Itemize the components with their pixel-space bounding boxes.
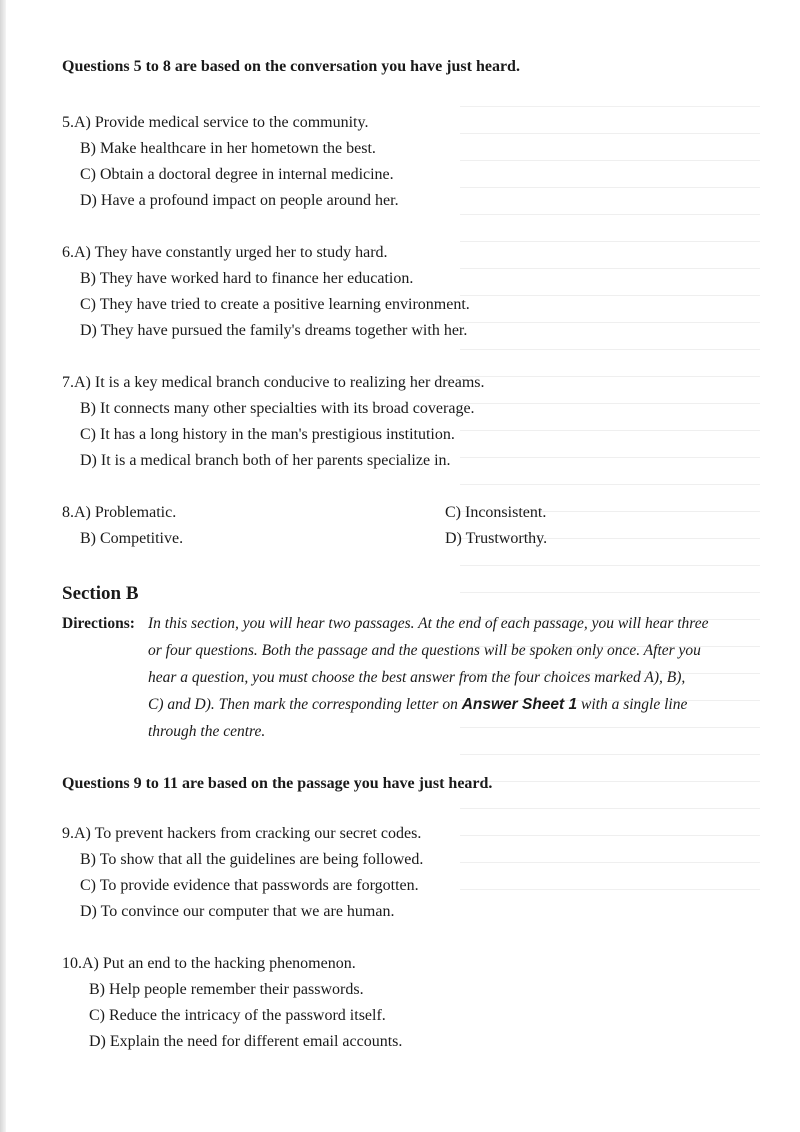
option-d: D) To convince our computer that we are human. (80, 903, 395, 920)
option-c: C) It has a long history in the man's prestigious institution. (80, 426, 455, 443)
page-binding-edge (0, 0, 6, 1132)
option-b: B) It connects many other specialties with its broad coverage. (80, 400, 475, 417)
option-a: A) Problematic. (74, 504, 177, 521)
option-c: C) Reduce the intricacy of the password itself. (89, 1007, 386, 1024)
question-number: 8. (62, 504, 74, 521)
questions-9-11-header: Questions 9 to 11 are based on the passage you have just heard. (62, 775, 493, 792)
option-d: D) Have a profound impact on people around her. (80, 192, 399, 209)
option-a: A) It is a key medical branch conducive to realizing her dreams. (74, 374, 485, 391)
option-d: D) It is a medical branch both of her parents specialize in. (80, 452, 451, 469)
option-b: B) To show that all the guidelines are being followed. (80, 851, 424, 868)
option-c: C) To provide evidence that passwords are forgotten. (80, 877, 419, 894)
directions-line-4-start: C) and D). Then mark the corresponding letter on (148, 696, 462, 713)
question-number: 5. (62, 114, 74, 131)
section-b-title: Section B (62, 583, 139, 604)
directions-line-2: or four questions. Both the passage and the questions will be spoken only once. After you (148, 642, 701, 659)
directions-line-4 (148, 691, 762, 718)
option-d: D) Trustworthy. (445, 530, 548, 547)
option-a: A) Provide medical service to the community. (74, 114, 369, 131)
option-a: A) Put an end to the hacking phenomenon. (82, 955, 356, 972)
option-a: A) To prevent hackers from cracking our secret codes. (74, 825, 422, 842)
option-d: D) Explain the need for different email accounts. (89, 1033, 403, 1050)
directions-line-1: In this section, you will hear two passages. At the end of each passage, you will hear three (148, 615, 709, 632)
question-number: 10. (62, 955, 82, 972)
option-b: B) Help people remember their passwords. (89, 981, 364, 998)
question-6 (62, 240, 762, 344)
question-9 (62, 821, 762, 925)
question-number: 6. (62, 244, 74, 261)
question-10 (62, 951, 762, 1055)
question-8 (62, 500, 762, 552)
option-c: C) Inconsistent. (445, 504, 547, 521)
option-b: B) They have worked hard to finance her education. (80, 270, 414, 287)
option-c: C) They have tried to create a positive learning environment. (80, 296, 470, 313)
option-d: D) They have pursued the family's dreams together with her. (80, 322, 468, 339)
directions-line-4-end: with a single line (577, 696, 688, 713)
section-b-directions (62, 610, 762, 745)
option-c: C) Obtain a doctoral degree in internal medicine. (80, 166, 394, 183)
question-7 (62, 370, 762, 474)
exam-page (62, 56, 762, 1055)
directions-line-5: through the centre. (148, 723, 266, 740)
questions-5-8-header: Questions 5 to 8 are based on the conversation you have just heard. (62, 58, 520, 75)
answer-sheet-reference: Answer Sheet 1 (461, 696, 578, 713)
option-b: B) Competitive. (80, 530, 184, 547)
directions-label: Directions: (62, 615, 135, 632)
question-5 (62, 110, 762, 214)
option-a: A) They have constantly urged her to study hard. (74, 244, 388, 261)
option-b: B) Make healthcare in her hometown the best. (80, 140, 376, 157)
question-number: 9. (62, 825, 74, 842)
directions-line-3: hear a question, you must choose the best answer from the four choices marked A), B), (148, 669, 686, 686)
question-number: 7. (62, 374, 74, 391)
